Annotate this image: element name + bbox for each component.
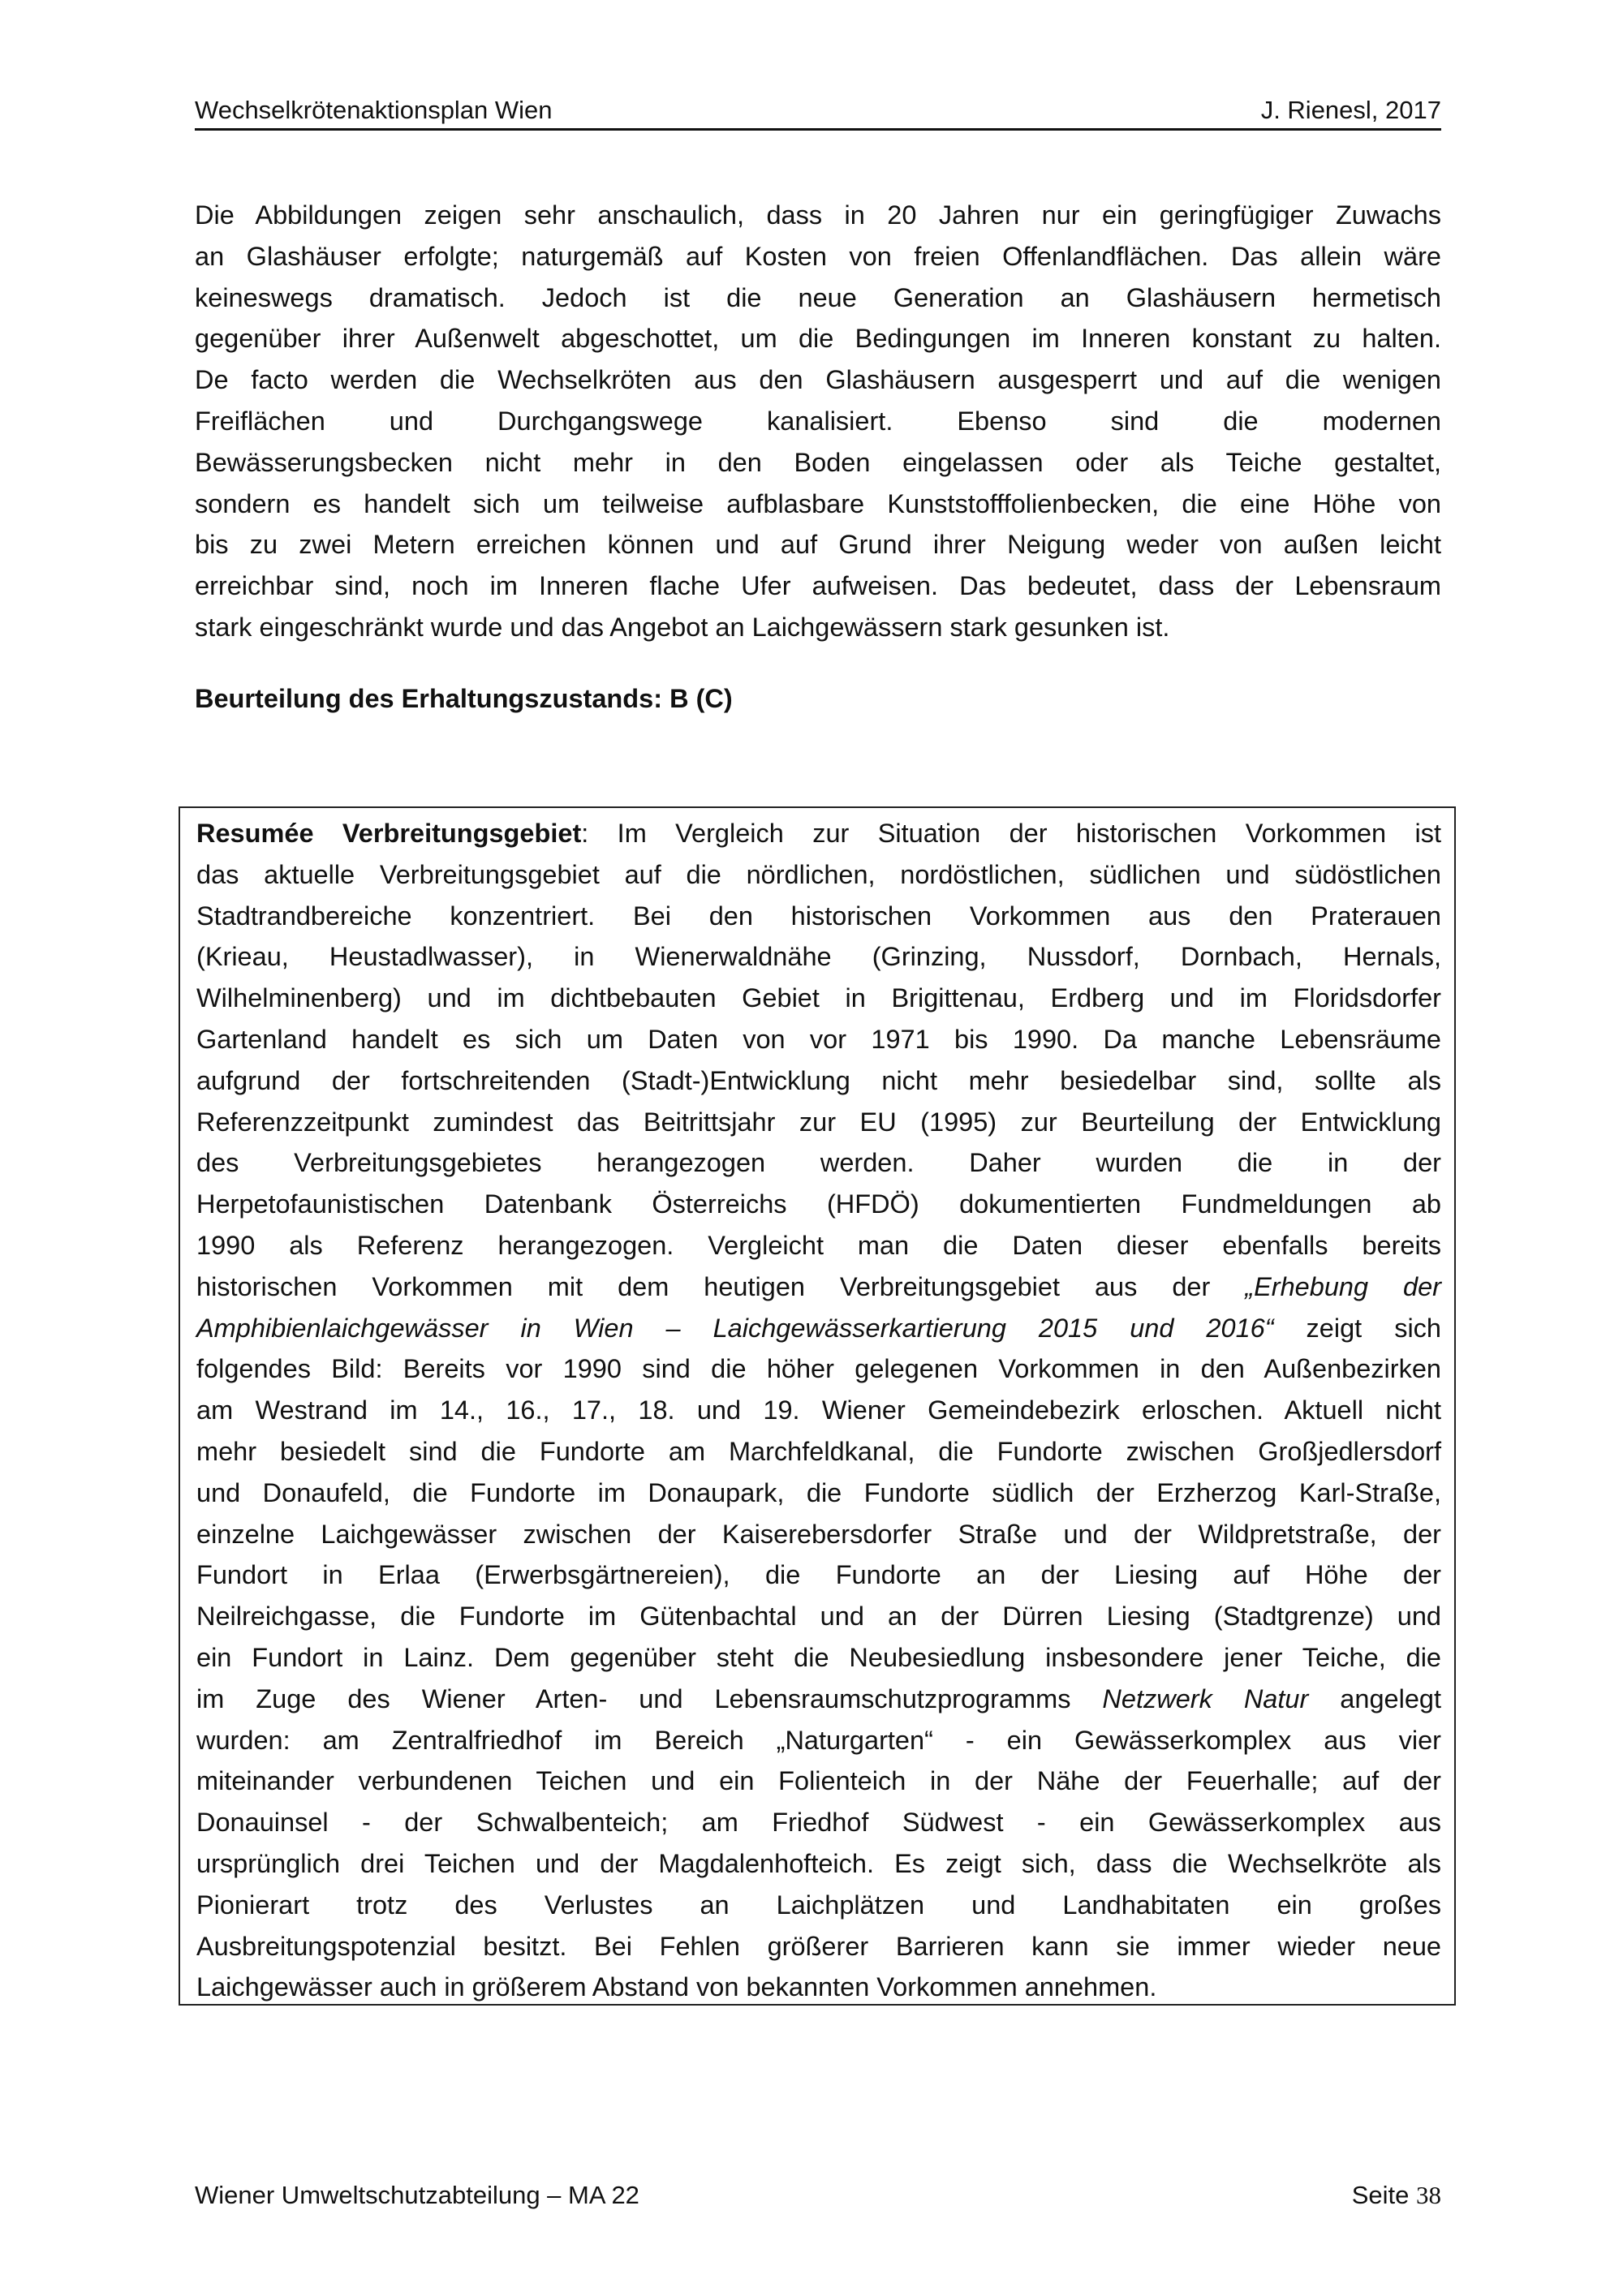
text-line [196, 896, 1441, 937]
bold-label: Resumée Verbreitungsgebiet [196, 819, 582, 848]
text-line [196, 1102, 1441, 1143]
text-line [196, 1720, 1441, 1761]
text-line [196, 1843, 1441, 1885]
text-line [196, 1514, 1441, 1555]
text-segment: zeigt sich [1273, 1313, 1441, 1343]
text-segment: 1990 als Referenz herangezogen. Vergleicht man die Daten dieser ebenfalls bereits [196, 1230, 1441, 1260]
text-segment: einzelne Laichgewässer zwischen der Kaiserebersdorfer Straße und der Wildpretstraße, der [196, 1519, 1441, 1549]
italic-text: „Erhebung der [1245, 1271, 1442, 1301]
text-line [196, 1308, 1441, 1349]
text-segment: (Krieau, Heustadlwasser), in Wienerwaldnähe (Grinzing, Nussdorf, Dornbach, Hernals, [196, 942, 1441, 972]
body-paragraph [195, 195, 1441, 648]
text-line: stark eingeschränkt wurde und das Angebot an Laichgewässern stark gesunken ist. [195, 612, 1170, 642]
text-line: an Glashäuser erfolgte; naturgemäß auf Kosten von freien Offenlandflächen. Das allein wäre [195, 241, 1441, 271]
text-line [196, 854, 1441, 896]
text-line [196, 1390, 1441, 1431]
text-line [196, 1019, 1441, 1060]
text-segment: angelegt [1308, 1683, 1442, 1713]
text-segment: Neilreichgasse, die Fundorte im Gütenbachtal und an der Dürren Liesing (Stadtgrenze) und [196, 1602, 1441, 1632]
text-segment: miteinander verbundenen Teichen und ein Folienteich in der Nähe der Feuerhalle; auf der [196, 1766, 1441, 1796]
text-segment: : Im Vergleich zur Situation der historischen Vorkommen ist [581, 819, 1441, 848]
text-line [196, 1266, 1441, 1308]
italic-text: Netzwerk Natur [1102, 1683, 1309, 1713]
text-line: Bewässerungsbecken nicht mehr in den Boden eingelassen oder als Teiche gestaltet, [195, 447, 1441, 477]
text-segment: ein Fundort in Lainz. Dem gegenüber steht die Neubesiedlung insbesondere jener Teiche, die [196, 1642, 1441, 1672]
summary-text [196, 813, 1441, 2008]
page-footer [195, 2181, 1441, 2210]
page-label: Seite [1351, 2181, 1410, 2209]
text-line [196, 1184, 1441, 1225]
text-segment: Wilhelminenberg) und im dichtbebauten Gebiet in Brigittenau, Erdberg und im Floridsdorfer [196, 983, 1441, 1013]
text-line: keineswegs dramatisch. Jedoch ist die neue Generation an Glashäusern hermetisch [195, 282, 1441, 312]
text-line [196, 1554, 1441, 1596]
text-line [196, 1679, 1441, 1720]
text-segment: das aktuelle Verbreitungsgebiet auf die nördlichen, nordöstlichen, südlichen und südöstlichen [196, 859, 1441, 889]
text-segment: wurden: am Zentralfriedhof im Bereich „Naturgarten“ - ein Gewässerkomplex aus vier [196, 1725, 1441, 1755]
section-heading: Beurteilung des Erhaltungszustands: B (C) [195, 684, 733, 713]
page-number [1352, 2181, 1441, 2210]
text-line [196, 1802, 1441, 1843]
text-segment: im Zuge des Wiener Arten- und Lebensraumschutzprogramms [196, 1683, 1103, 1713]
document-title: Wechselkrötenaktionsplan Wien [195, 96, 553, 124]
text-segment: Fundort in Erlaa (Erwerbsgärtnereien), die Fundorte an der Liesing auf Höhe der [196, 1560, 1441, 1590]
text-line: De facto werden die Wechselkröten aus den Glashäusern ausgesperrt und auf die wenigen [195, 365, 1441, 395]
text-segment: Referenzzeitpunkt zumindest das Beitrittsjahr zur EU (1995) zur Beurteilung der Entwicklung [196, 1107, 1441, 1137]
text-segment: aufgrund der fortschreitenden (Stadt-)Entwicklung nicht mehr besiedelbar sind, sollte als [196, 1065, 1441, 1095]
text-line [196, 936, 1441, 978]
text-line [196, 1060, 1441, 1102]
text-line [196, 1885, 1441, 1926]
summary-box [179, 806, 1456, 2006]
text-segment: Gartenland handelt es sich um Daten von vor 1971 bis 1990. Da manche Lebensräume [196, 1024, 1441, 1054]
footer-organization: Wiener Umweltschutzabteilung – MA 22 [195, 2181, 639, 2209]
text-line: gegenüber ihrer Außenwelt abgeschottet, um die Bedingungen im Inneren konstant zu halten. [195, 324, 1441, 354]
text-segment: Ausbreitungspotenzial besitzt. Bei Fehlen größerer Barrieren kann sie immer wieder neue [196, 1931, 1441, 1961]
text-line [196, 1637, 1441, 1679]
text-line [196, 1967, 1441, 2008]
text-segment: historischen Vorkommen mit dem heutigen Verbreitungsgebiet aus der [196, 1271, 1246, 1301]
text-segment: Stadtrandbereiche konzentriert. Bei den historischen Vorkommen aus den Praterauen [196, 901, 1441, 931]
text-segment: und Donaufeld, die Fundorte im Donaupark, die Fundorte südlich der Erzherzog Karl-Straße, [196, 1477, 1441, 1507]
text-line [196, 1225, 1441, 1266]
text-line [196, 1142, 1441, 1184]
text-segment: Laichgewässer auch in größerem Abstand von bekannten Vorkommen annehmen. [196, 1972, 1157, 2002]
text-segment: des Verbreitungsgebietes herangezogen werden. Daher wurden die in der [196, 1148, 1441, 1178]
text-line [196, 1926, 1441, 1967]
text-line: sondern es handelt sich um teilweise aufblasbare Kunststofffolienbecken, die eine Höhe von [195, 488, 1441, 518]
text-segment: am Westrand im 14., 16., 17., 18. und 19. Wiener Gemeindebezirk erloschen. Aktuell nicht [196, 1395, 1441, 1425]
text-segment: ursprünglich drei Teichen und der Magdalenhofteich. Es zeigt sich, dass die Wechselkröte als [196, 1848, 1441, 1878]
italic-text: Amphibienlaichgewässer in Wien – Laichgewässerkartierung 2015 und 2016“ [196, 1313, 1274, 1343]
text-segment: Herpetofaunistischen Datenbank Österreichs (HFDÖ) dokumentierten Fundmeldungen ab [196, 1189, 1441, 1219]
text-line [196, 1431, 1441, 1473]
text-line [196, 978, 1441, 1019]
page-header [195, 96, 1441, 131]
text-line: Freiflächen und Durchgangswege kanalisiert. Ebenso sind die modernen [195, 406, 1441, 436]
author-year: J. Rienesl, 2017 [1260, 96, 1441, 124]
text-line: Die Abbildungen zeigen sehr anschaulich, dass in 20 Jahren nur ein geringfügiger Zuwachs [195, 200, 1441, 230]
text-line [196, 1761, 1441, 1802]
text-line [196, 813, 1441, 854]
text-line [196, 1348, 1441, 1390]
text-line [196, 1473, 1441, 1514]
page-number-value: 38 [1416, 2181, 1441, 2209]
text-segment: Pionierart trotz des Verlustes an Laichplätzen und Landhabitaten ein großes [196, 1890, 1441, 1920]
text-segment: Donauinsel - der Schwalbenteich; am Friedhof Südwest - ein Gewässerkomplex aus [196, 1808, 1441, 1838]
text-line: erreichbar sind, noch im Inneren flache Ufer aufweisen. Das bedeutet, dass der Lebensraum [195, 571, 1441, 601]
text-segment: folgendes Bild: Bereits vor 1990 sind die höher gelegenen Vorkommen in den Außenbezirken [196, 1354, 1441, 1384]
text-segment: mehr besiedelt sind die Fundorte am Marchfeldkanal, die Fundorte zwischen Großjedlersdorf [196, 1436, 1441, 1466]
text-line [196, 1596, 1441, 1637]
text-line: bis zu zwei Metern erreichen können und auf Grund ihrer Neigung weder von außen leicht [195, 530, 1441, 560]
